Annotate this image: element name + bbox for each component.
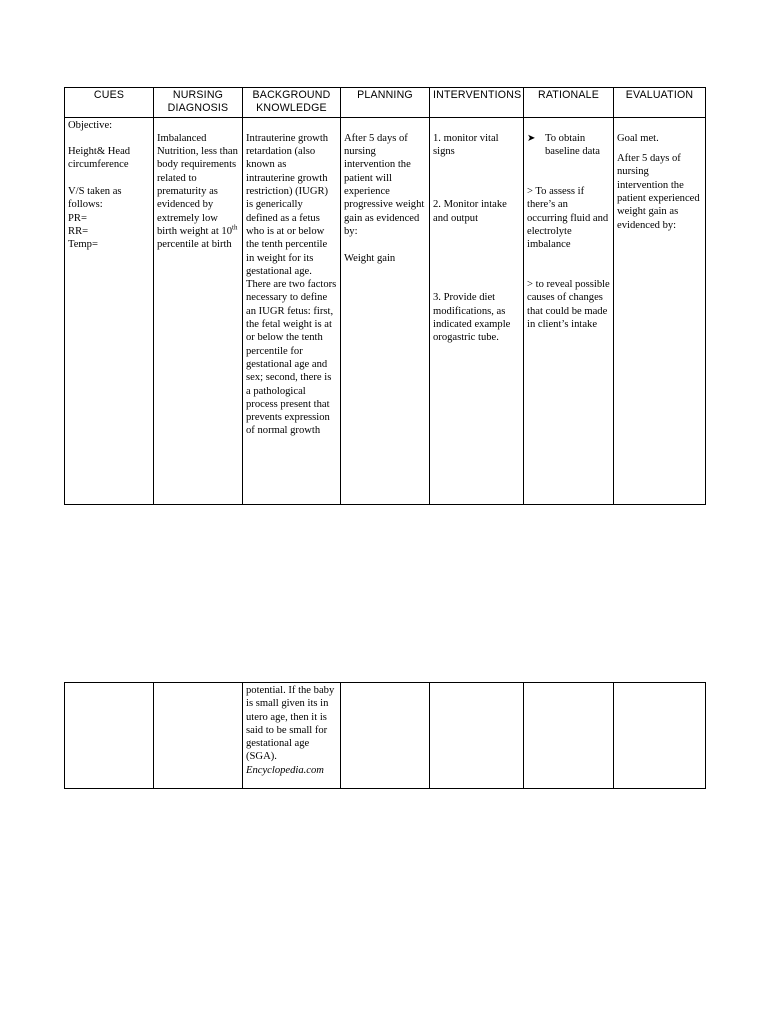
background-knowledge-cell-continued: [243, 683, 341, 789]
header-row: [65, 88, 706, 118]
diagnosis-text-b: percentile at birth: [157, 239, 232, 251]
cues-vital-signs-intro: V/S taken as follows:: [68, 186, 122, 211]
planning-cell: [341, 117, 430, 504]
evaluation-cell: [614, 117, 706, 504]
header-planning: PLANNING: [341, 88, 430, 118]
intervention-1: 1. monitor vital signs: [433, 132, 499, 158]
header-rationale: RATIONALE: [524, 88, 614, 118]
diagnosis-text-a: Imbalanced Nutrition, less than body requirements related to prematurity as evidenced by extremely low birth weight at 10: [157, 132, 238, 237]
planning-item: Weight gain: [344, 252, 396, 264]
background-text-part2: potential. If the baby is small given its in utero age, then it is said to be small for gestational age (SGA).: [246, 685, 335, 763]
nursing-diagnosis-cell: [154, 117, 243, 504]
evaluation-text: After 5 days of nursing intervention the patient experienced weight gain as evidenced by:: [617, 153, 700, 231]
table-row: [65, 117, 706, 504]
intervention-2: 2. Monitor intake and output: [433, 199, 507, 224]
cues-pr: PR=: [68, 212, 87, 224]
cues-title: Objective:: [68, 119, 113, 131]
evaluation-status: Goal met.: [617, 132, 659, 144]
interventions-cell: [430, 117, 524, 504]
header-nursing-diagnosis: NURSING DIAGNOSIS: [154, 88, 243, 118]
diagnosis-text: [157, 133, 238, 250]
cues-rr: RR=: [68, 225, 89, 237]
nursing-diagnosis-cell-continued: [154, 683, 243, 789]
rationale-1: [527, 132, 610, 159]
rationale-2: > To assess if there’s an occurring fluid and electrolyte imbalance: [527, 186, 609, 251]
arrow-bullet-icon: ➤: [527, 132, 536, 144]
interventions-cell-continued: [430, 683, 524, 789]
nursing-care-plan-table: [64, 87, 706, 505]
header-cues: CUES: [65, 88, 154, 118]
header-interventions: INTERVENTIONS: [430, 88, 524, 118]
diagnosis-superscript: th: [232, 223, 238, 232]
nursing-care-plan-continuation-table: [64, 682, 706, 789]
header-evaluation: EVALUATION: [614, 88, 706, 118]
cues-cell-continued: [65, 683, 154, 789]
rationale-3: > to reveal possible causes of changes that could be made in client’s intake: [527, 279, 610, 331]
rationale-cell: [524, 117, 614, 504]
cues-cell: [65, 117, 154, 504]
intervention-3: 3. Provide diet modifications, as indicated example orogastric tube.: [433, 292, 511, 344]
evaluation-cell-continued: [614, 683, 706, 789]
cues-temp: Temp=: [68, 239, 98, 251]
planning-cell-continued: [341, 683, 430, 789]
background-source: Encyclopedia.com: [246, 764, 324, 776]
planning-goal: After 5 days of nursing intervention the patient will experience progressive weight gain as evidenced by:: [344, 132, 425, 237]
table-row: [65, 683, 706, 789]
rationale-1-text: To obtain baseline data: [545, 132, 601, 158]
background-text-part1: Intrauterine growth retardation (also known as intrauterine growth restriction) (IUGR) is generically defined as a fetus who is at or below the tenth percentile in weight for its gestational age. There are two factors necessary to define an IUGR fetus: first, the fetal weight is at or below the tenth percentile for gestational age and sex; second, there is a pathological process present that prevents expression of normal growth: [246, 132, 337, 437]
background-knowledge-cell: [243, 117, 341, 504]
cues-measurement: Height& Head circumference: [68, 146, 131, 171]
rationale-cell-continued: [524, 683, 614, 789]
header-background-knowledge: BACKGROUND KNOWLEDGE: [243, 88, 341, 118]
